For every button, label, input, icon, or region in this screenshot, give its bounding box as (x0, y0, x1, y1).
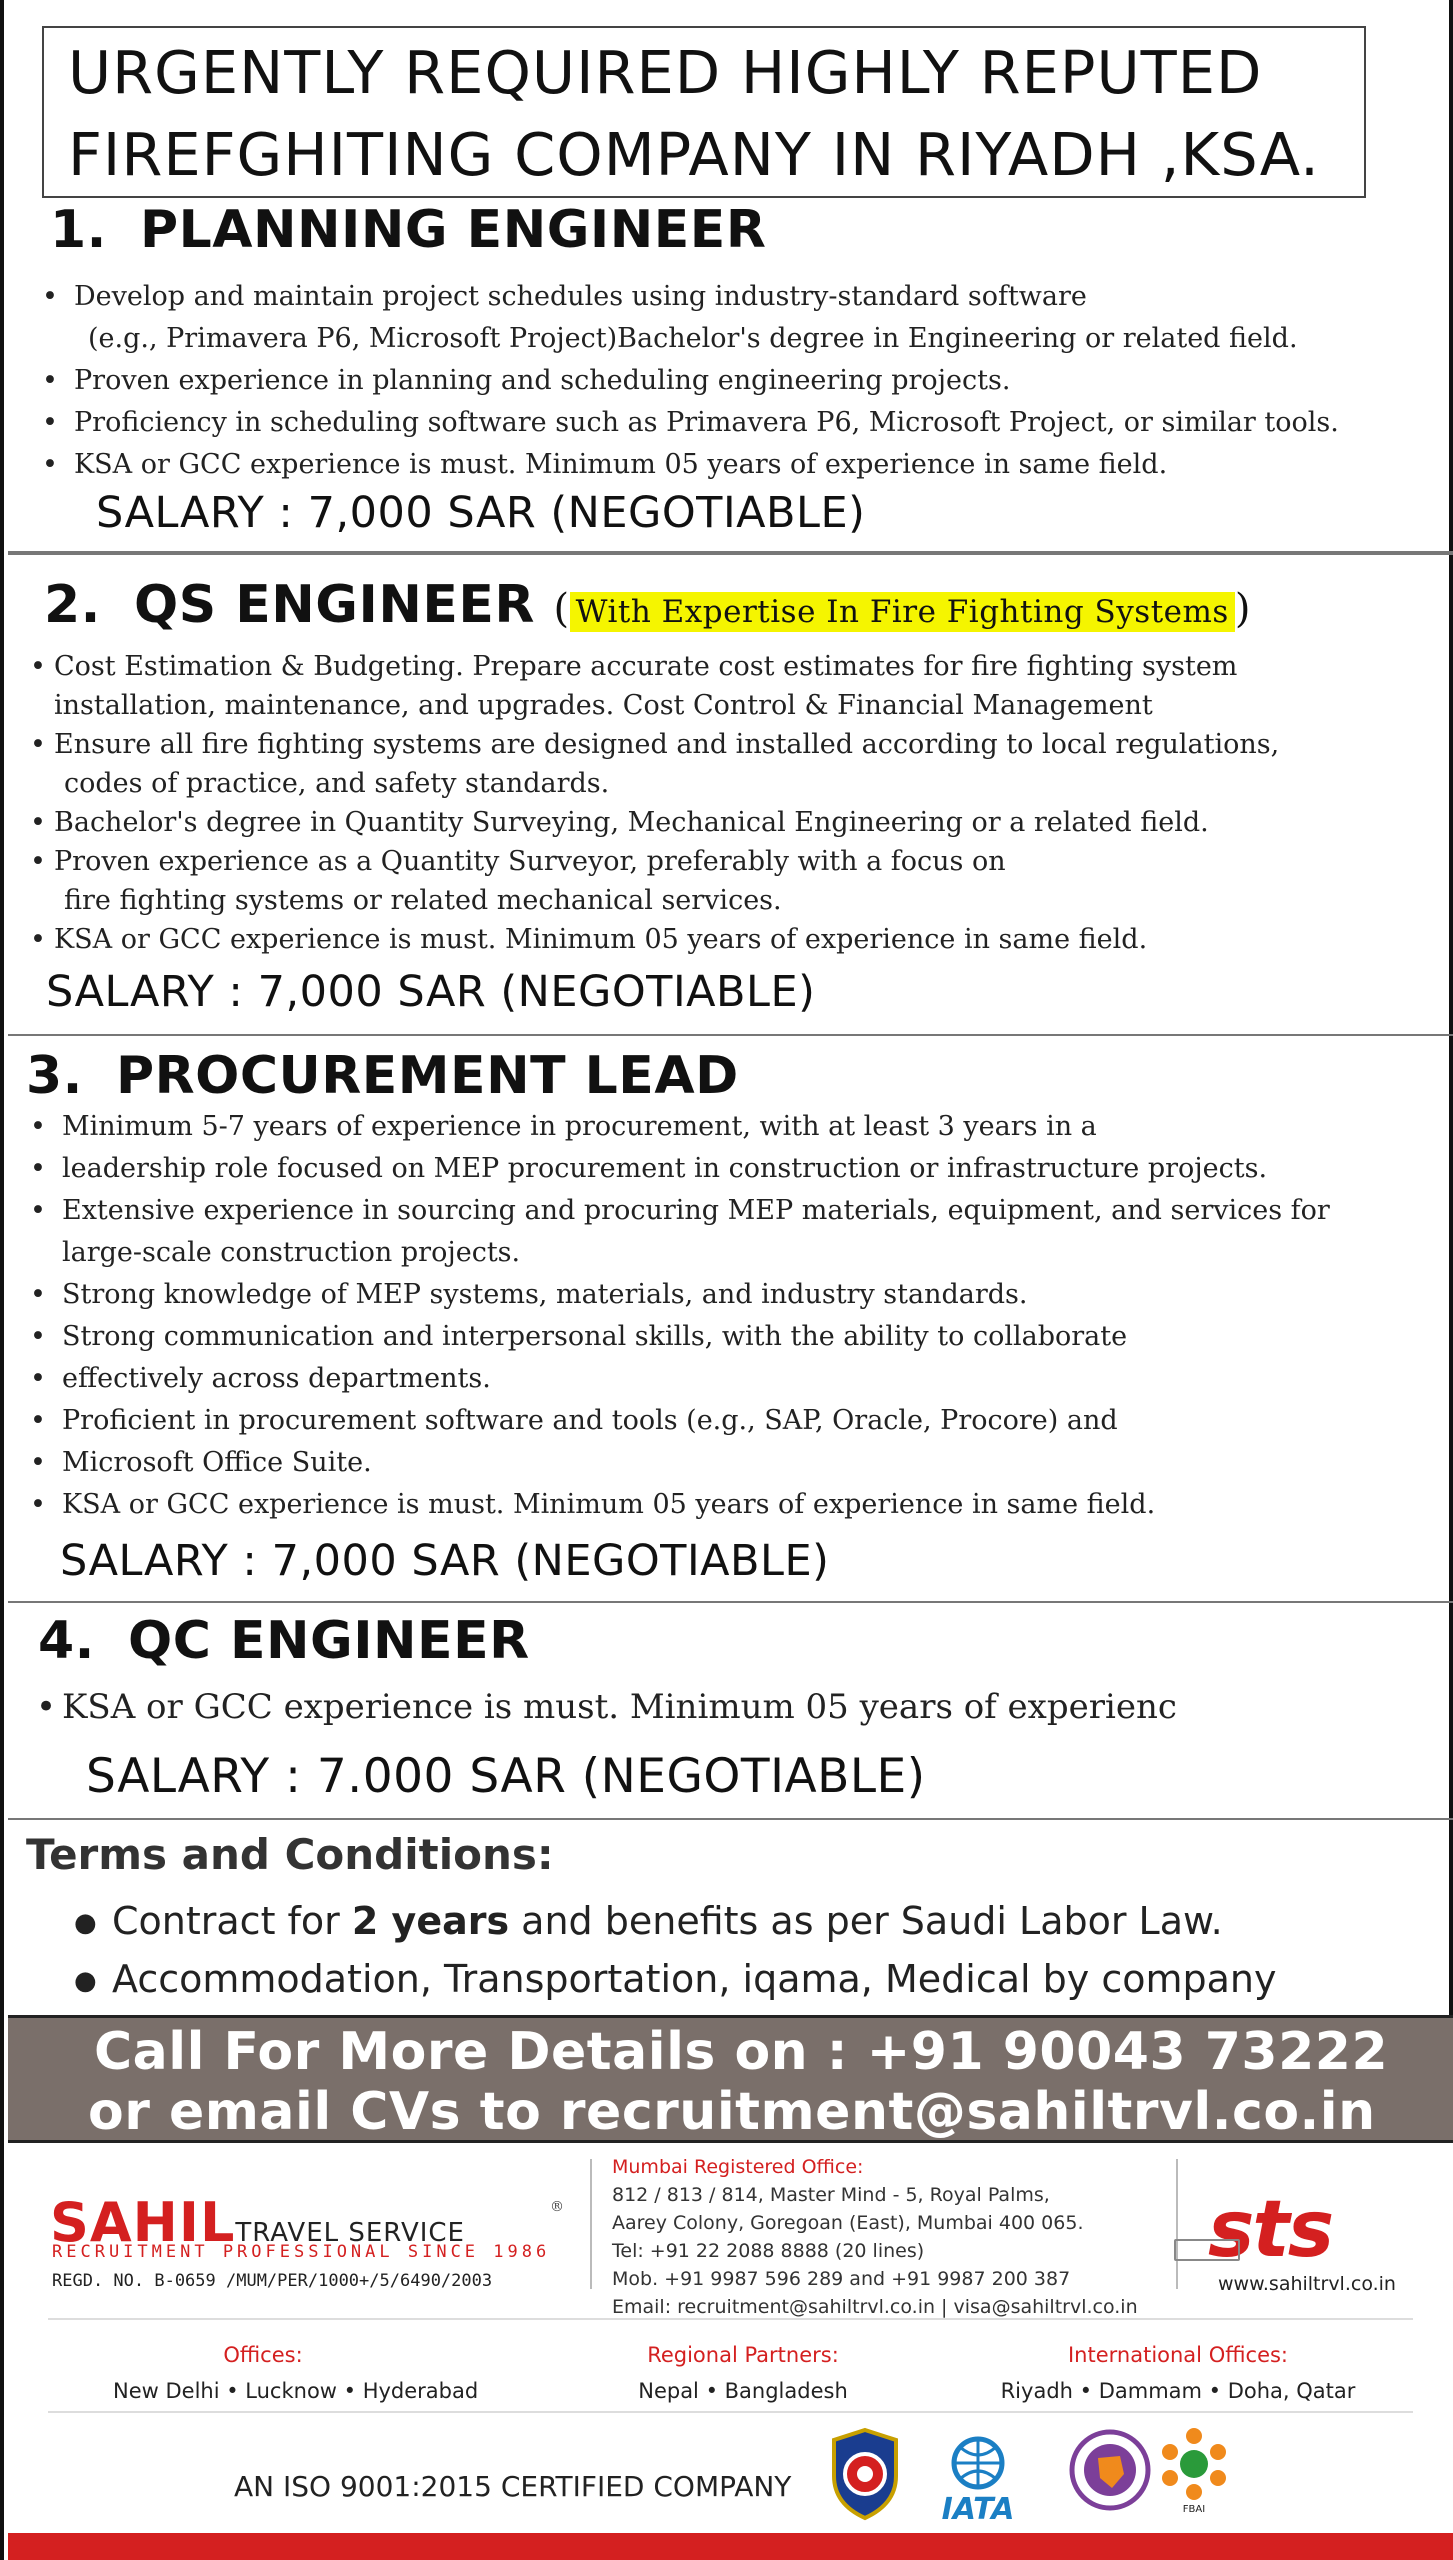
fbai-logo-icon (1158, 2426, 1230, 2514)
contact-phone[interactable]: Call For More Details on : +91 90043 73222 (94, 2022, 1389, 2082)
list-item: • KSA or GCC experience is must. Minimum 05 years of experience in same field. (26, 1484, 1330, 1526)
headline-line-1: URGENTLY REQUIRED HIGHLY REPUTED (68, 38, 1263, 107)
job-title-text: QS ENGINEER (134, 575, 535, 635)
list-item: • Extensive experience in sourcing and procuring MEP materials, equipment, and services for (26, 1190, 1330, 1232)
list-item: • Proficient in procurement software and tools (e.g., SAP, Oracle, Procore) and (26, 1400, 1330, 1442)
certification-shield-icon (826, 2426, 904, 2522)
list-item: • Minimum 5-7 years of experience in procurement, with at least 3 years in a (26, 1106, 1330, 1148)
divider (48, 2411, 1413, 2413)
column-value: New Delhi • Lucknow • Hyderabad (113, 2379, 479, 2403)
iata-text: IATA (941, 2492, 1015, 2525)
website-link[interactable]: www.sahiltrvl.co.in (1218, 2273, 1396, 2295)
arrow-icon (1174, 2239, 1240, 2261)
terms-duration: 2 years (351, 1899, 510, 1943)
job-requirements (38, 276, 1339, 486)
recruitment-tagline: RECRUITMENT PROFESSIONAL SINCE 1986 (52, 2242, 551, 2262)
divider (1176, 2159, 1178, 2289)
offices-column (113, 2343, 479, 2403)
terms-text: and benefits as per Saudi Labor Law. (509, 1899, 1223, 1943)
column-value: Nepal • Bangladesh (638, 2379, 848, 2403)
registration-number: REGD. NO. B-0659 /MUM/PER/1000+/5/6490/2003 (52, 2271, 493, 2291)
terms-list (74, 1892, 1276, 2008)
office-line: Tel: +91 22 2088 8888 (20 lines) (612, 2240, 925, 2262)
list-item: • Cost Estimation & Budgeting. Prepare accurate cost estimates for fire fighting system (26, 647, 1279, 686)
logo-subtitle: TRAVEL SERVICE (235, 2218, 465, 2248)
job-subtitle-highlight: With Expertise In Fire Fighting Systems (570, 592, 1235, 632)
list-item: • KSA or GCC experience is must. Minimum 05 years of experienc (32, 1683, 1177, 1731)
list-item: codes of practice, and safety standards. (64, 768, 610, 799)
job-requirements (32, 1683, 1177, 1731)
salary: SALARY : 7.000 SAR (NEGOTIABLE) (86, 1749, 926, 1804)
job-section-planning-engineer (8, 0, 1453, 553)
job-title (26, 1046, 739, 1106)
list-item: • Proven experience as a Quantity Surveyor, preferably with a focus on (26, 842, 1279, 881)
list-item: • Bachelor's degree in Quantity Surveying, Mechanical Engineering or a related field. (26, 803, 1279, 842)
list-item: • Strong communication and interpersonal skills, with the ability to collaborate (26, 1316, 1330, 1358)
office-line: 812 / 813 / 814, Master Mind - 5, Royal Palms, (612, 2184, 1050, 2206)
job-number: 1. (50, 200, 107, 260)
export-council-seal-icon (1068, 2428, 1152, 2512)
office-title: Mumbai Registered Office: (612, 2156, 864, 2178)
job-title (38, 1611, 530, 1671)
list-item: • KSA or GCC experience is must. Minimum 05 years of experience in same field. (26, 920, 1279, 959)
contact-email[interactable]: or email CVs to recruitment@sahiltrvl.co.in (88, 2082, 1376, 2142)
sts-logo: sts (1208, 2185, 1333, 2275)
job-title-text: PLANNING ENGINEER (140, 200, 767, 260)
list-item: large-scale construction projects. (62, 1237, 521, 1268)
fbai-text: FBAI (1182, 2504, 1206, 2514)
job-title: 2. QS ENGINEER ( With Expertise In Fire Fighting Systems ) (44, 575, 1251, 635)
international-column (998, 2343, 1358, 2403)
logo-wordmark: SAHIL (50, 2191, 236, 2254)
divider (590, 2159, 592, 2289)
salary: SALARY : 7,000 SAR (NEGOTIABLE) (46, 967, 816, 1017)
list-item: • Proficiency in scheduling software such as Primavera P6, Microsoft Project, or similar tools. (38, 402, 1339, 444)
job-number: 2. (44, 575, 101, 635)
list-item: • Microsoft Office Suite. (26, 1442, 1330, 1484)
job-section-procurement-lead (8, 1036, 1453, 1603)
list-item: installation, maintenance, and upgrades. Cost Control & Financial Management (54, 690, 1153, 721)
list-item: fire fighting systems or related mechanical services. (64, 885, 782, 916)
company-footer (8, 2143, 1453, 2533)
job-requirements (26, 1106, 1330, 1526)
list-item (74, 1892, 1276, 1950)
column-value: Riyadh • Dammam • Doha, Qatar (1000, 2379, 1356, 2403)
divider (48, 2318, 1413, 2320)
job-number: 3. (26, 1046, 83, 1106)
iata-logo-icon (928, 2433, 1028, 2525)
list-item: • Ensure all fire fighting systems are designed and installed according to local regulations, (26, 725, 1279, 764)
headline-line-2: FIREFGHITING COMPANY IN RIYADH ,KSA. (68, 120, 1320, 189)
job-section-qs-engineer (8, 553, 1453, 1036)
office-line[interactable]: Email: recruitment@sahiltrvl.co.in | visa@sahiltrvl.co.in (612, 2296, 1138, 2318)
list-item: • effectively across departments. (26, 1358, 1330, 1400)
registered-mark: ® (550, 2199, 564, 2215)
list-item: • Develop and maintain project schedules using industry-standard software (38, 276, 1339, 318)
job-requirements (26, 647, 1279, 959)
salary: SALARY : 7,000 SAR (NEGOTIABLE) (96, 488, 866, 538)
list-item: • Proven experience in planning and scheduling engineering projects. (38, 360, 1339, 402)
column-heading: Regional Partners: (647, 2343, 839, 2367)
contact-banner (8, 2015, 1453, 2143)
job-number: 4. (38, 1611, 95, 1671)
mumbai-office (612, 2153, 1138, 2321)
list-item: • KSA or GCC experience is must. Minimum 05 years of experience in same field. (38, 444, 1339, 486)
iso-certification: AN ISO 9001:2015 CERTIFIED COMPANY (234, 2470, 792, 2503)
job-title-text: QC ENGINEER (128, 1611, 530, 1671)
job-title (50, 200, 766, 260)
terms-title: Terms and Conditions: (26, 1830, 554, 1879)
list-item: • leadership role focused on MEP procurement in construction or infrastructure projects. (26, 1148, 1330, 1190)
partners-column (593, 2343, 893, 2403)
column-heading: Offices: (223, 2343, 303, 2367)
office-line: Mob. +91 9987 596 289 and +91 9987 200 387 (612, 2268, 1071, 2290)
list-item: • Strong knowledge of MEP systems, materials, and industry standards. (26, 1274, 1330, 1316)
list-item: ● Accommodation, Transportation, iqama, Medical by company (74, 1950, 1276, 2008)
terms-text: Contract for (112, 1899, 352, 1943)
list-item: (e.g., Primavera P6, Microsoft Project)Bachelor's degree in Engineering or related field. (88, 323, 1298, 354)
footer-accent-bar (8, 2533, 1453, 2560)
salary: SALARY : 7,000 SAR (NEGOTIABLE) (60, 1536, 830, 1586)
column-heading: International Offices: (1067, 2343, 1289, 2367)
job-title-text: PROCUREMENT LEAD (116, 1046, 739, 1106)
office-line: Aarey Colony, Goregoan (East), Mumbai 400 065. (612, 2212, 1084, 2234)
job-section-qc-engineer (8, 1603, 1453, 1820)
